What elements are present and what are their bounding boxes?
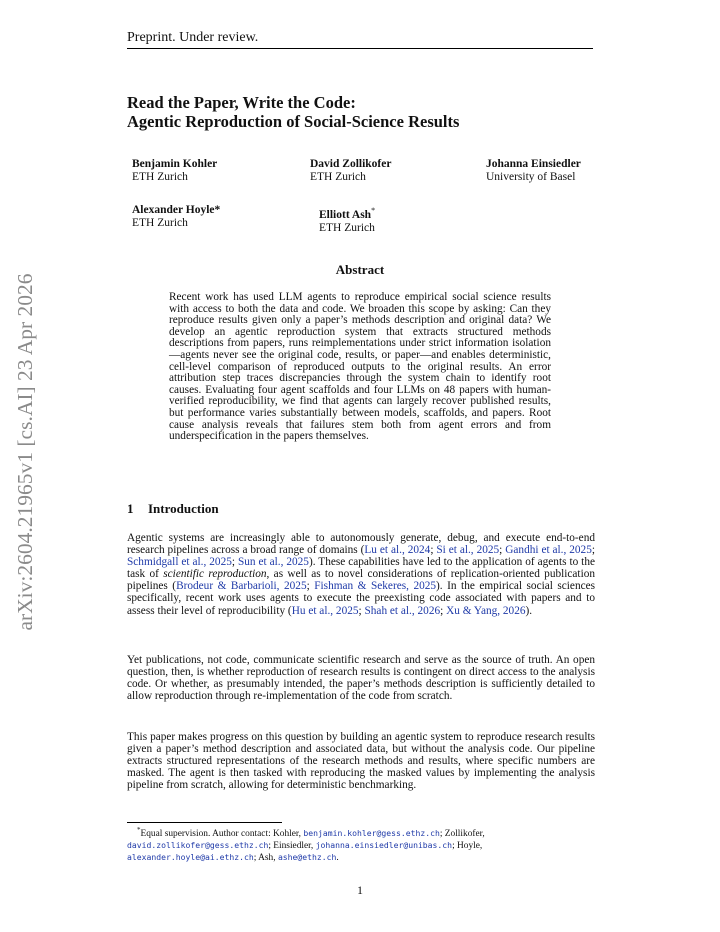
text-run: ; Zollikofer, xyxy=(439,829,485,840)
intro-paragraph-1 xyxy=(127,532,595,617)
paper-title xyxy=(127,93,607,131)
author-block xyxy=(310,158,391,184)
text-run: , as well as to novel considerations of replication-oriented publication pipelines ( xyxy=(127,568,595,593)
text-run: ; xyxy=(440,604,447,617)
text-run: ; xyxy=(358,604,365,617)
text-run: ; xyxy=(591,544,595,557)
text-run: ; xyxy=(231,556,238,569)
abstract-heading: Abstract xyxy=(335,262,385,277)
email-link[interactable]: benjamin.kohler@gess.ethz.ch xyxy=(303,828,440,839)
author-name-line xyxy=(319,204,375,222)
title-line-2: Agentic Reproduction of Social-Science Results xyxy=(127,112,460,131)
author-mark: * xyxy=(371,206,376,215)
author-block xyxy=(132,158,217,184)
author-name: Benjamin Kohler xyxy=(132,158,218,170)
running-head: Preprint. Under review. xyxy=(127,30,259,45)
text-run: ; xyxy=(430,544,437,557)
title-line-1: Read the Paper, Write the Code: xyxy=(127,93,356,112)
citation-link[interactable]: Hu et al., 2025 xyxy=(291,604,359,617)
author-block xyxy=(319,204,375,235)
author-affiliation: ETH Zurich xyxy=(132,217,188,229)
arxiv-stamp: arXiv:2604.21965v1 [cs.AI] 23 Apr 2026 xyxy=(13,273,37,631)
author-name: David Zollikofer xyxy=(310,158,392,170)
footnote-rule xyxy=(127,822,282,823)
intro-paragraph-2: Yet publications, not code, communicate scientific research and serve as the source of truth. An open question, then, is whether reproduction of research results is contingent on direct access to the analysis code. Or whether, as presumably intended, the paper’s methods description is sufficiently detailed to allow reproduction through re-implementation of the code from scratch. xyxy=(127,654,595,703)
citation-link[interactable]: Fishman & Sekeres, 2025 xyxy=(314,580,437,593)
text-run: ). xyxy=(525,604,533,617)
email-link[interactable]: alexander.hoyle@ai.ethz.ch xyxy=(127,852,254,863)
author-affiliation: University of Basel xyxy=(486,171,576,183)
abstract-text: Recent work has used LLM agents to reproduce empirical social science results with access to both the data and code. We broaden this scope by asking: Can they reproduce results given only a paper’s methods description and original data? We develop an agentic reproduction system that extracts structured methods descriptions from papers, runs reimplementations under strict information isolation—agents never see the original code, results, or paper—and enables deterministic, cell-level comparison of reproduced outputs to the original results. An error attribution step traces discrepancies through the system chain to identify root causes. Evaluating four agent scaffolds and four LLMs on 48 papers with human-verified reproducibility, we find that agents can largely recover published results, but performance varies substantially between models, scaffolds, and papers. Root cause analysis reveals that failures stem both from agent errors and from underspecification in the papers themselves. xyxy=(169,291,551,443)
citation-link[interactable]: Lu et al., 2024 xyxy=(364,544,431,557)
header-rule xyxy=(127,48,593,49)
author-affiliation: ETH Zurich xyxy=(132,171,188,183)
section-heading xyxy=(127,501,219,517)
citation-link[interactable]: Xu & Yang, 2026 xyxy=(446,604,526,617)
text-run: ; Ash, xyxy=(253,853,278,864)
emphasis: scientific reproduction xyxy=(163,568,267,581)
footnote xyxy=(127,825,595,864)
footnote-mark: * xyxy=(137,826,141,834)
text-run: ; xyxy=(499,544,506,557)
page-number: 1 xyxy=(357,883,363,897)
author-block xyxy=(132,204,220,230)
text-run: Agentic systems are increasingly able to autonomously generate, debug, and execute end-to-end research pipelines across a broad range of domains ( xyxy=(127,532,595,557)
author-affiliation: ETH Zurich xyxy=(319,221,375,234)
text-run: ; Hoyle, xyxy=(452,841,483,852)
citation-link[interactable]: Brodeur & Barbarioli, 2025 xyxy=(176,580,307,593)
text-run: ; xyxy=(306,580,315,593)
email-link[interactable]: johanna.einsiedler@unibas.ch xyxy=(315,840,453,851)
author-name: Elliott Ash xyxy=(319,208,372,221)
text-run: ; Einsiedler, xyxy=(268,841,316,852)
text-run: ). These capabilities have led to the application of agents to the task of xyxy=(127,556,595,581)
author-name: Johanna Einsiedler xyxy=(486,158,581,170)
text-run: . xyxy=(336,853,339,864)
citation-link[interactable]: Si et al., 2025 xyxy=(436,544,500,557)
intro-paragraph-3: This paper makes progress on this question by building an agentic system to reproduce research results given a paper’s method description and associated data, but without the analysis code. Our pipeline extracts structured representations of the research methods and results, where specific numbers are masked. The agent is then tasked with reproducing the masked values by implementing the analysis pipeline from scratch, allowing for deterministic benchmarking. xyxy=(127,731,595,792)
section-title: Introduction xyxy=(148,501,219,516)
author-affiliation: ETH Zurich xyxy=(310,171,366,183)
citation-link[interactable]: Sun et al., 2025 xyxy=(237,556,309,569)
email-link[interactable]: ashe@ethz.ch xyxy=(277,852,337,863)
citation-link[interactable]: Gandhi et al., 2025 xyxy=(505,544,592,557)
section-number: 1 xyxy=(127,501,134,516)
author-name: Alexander Hoyle* xyxy=(132,204,221,216)
email-link[interactable]: david.zollikofer@gess.ethz.ch xyxy=(127,840,269,851)
author-block xyxy=(486,158,581,184)
text-run: ). In the empirical social sciences specifically, recent work uses agents to execute the preexisting code associated with papers and to assess their level of reproducibility ( xyxy=(127,580,596,617)
citation-link[interactable]: Schmidgall et al., 2025 xyxy=(127,556,232,569)
text-run: Equal supervision. Author contact: Kohler, xyxy=(140,829,304,840)
citation-link[interactable]: Shah et al., 2026 xyxy=(364,604,441,617)
